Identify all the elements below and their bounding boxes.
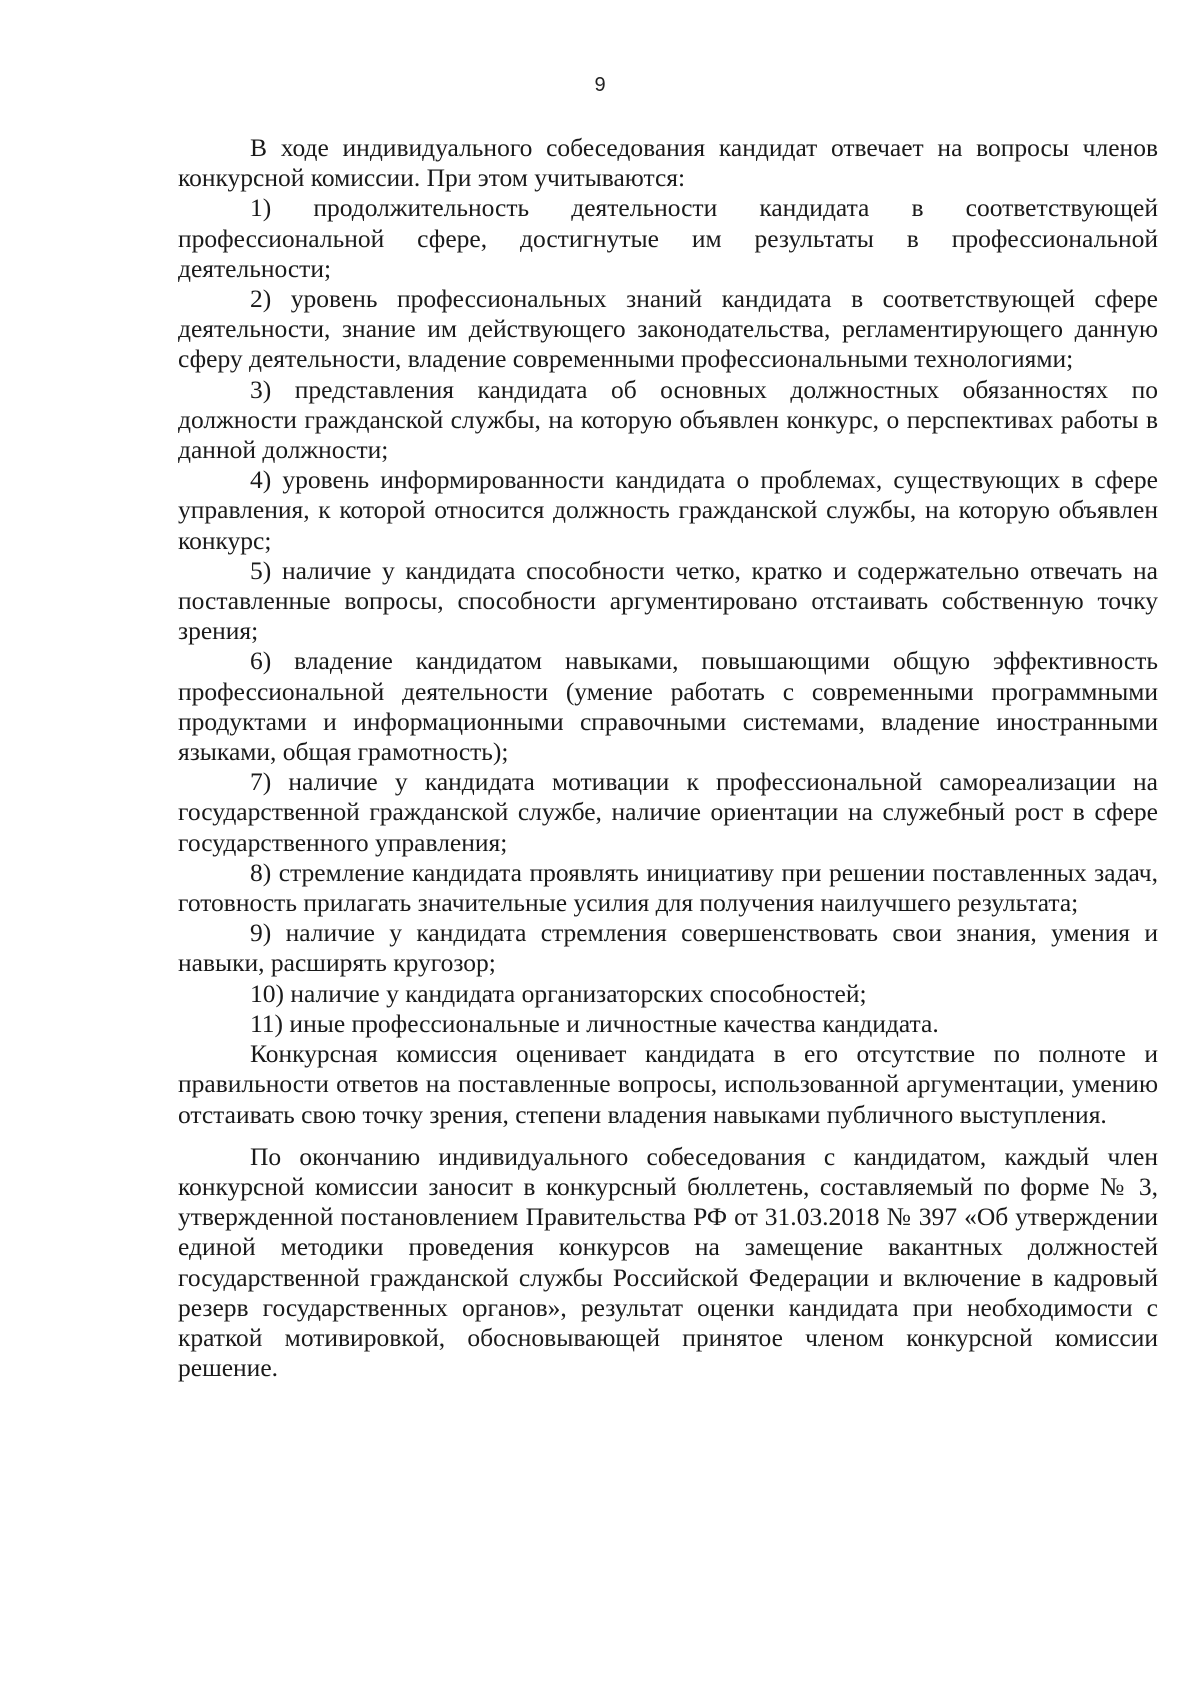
- criterion-7-paragraph: 7) наличие у кандидата мотивации к профессиональной самореализации на государственной гражданской службе, наличие ориентации на служебный рост в сфере государственного управления;: [178, 767, 1158, 857]
- ballot-paragraph: По окончанию индивидуального собеседования с кандидатом, каждый член конкурсной комиссии заносит в конкурсный бюллетень, составляемый по форме № 3, утвержденной постановлением Правительства РФ от 31.03.2018 № 397 «Об утверждении единой методики проведения конкурсов на замещение вакантных должностей государственной гражданской службы Российской Федерации и включение в кадровый резерв государственных органов», результат оценки кандидата при необходимости с краткой мотивировкой, обосновывающей принятое членом конкурсной комиссии решение.: [178, 1141, 1158, 1383]
- criterion-9-paragraph: 9) наличие у кандидата стремления совершенствовать свои знания, умения и навыки, расширять кругозор;: [178, 918, 1158, 978]
- criterion-3-paragraph: 3) представления кандидата об основных должностных обязанностях по должности гражданской службы, на которую объявлен конкурс, о перспективах работы в данной должности;: [178, 374, 1158, 465]
- criterion-1-paragraph: 1) продолжительность деятельности кандидата в соответствующей профессиональной сфере, достигнутые им результаты в профессиональной деятельности;: [178, 193, 1158, 283]
- criterion-5-paragraph: 5) наличие у кандидата способности четко, кратко и содержательно отвечать на поставленные вопросы, способности аргументировано отстаивать собственную точку зрения;: [178, 555, 1158, 646]
- criterion-8-paragraph: 8) стремление кандидата проявлять инициативу при решении поставленных задач, готовность прилагать значительные усилия для получения наилучшего результата;: [178, 857, 1158, 918]
- criterion-10-paragraph: 10) наличие у кандидата организаторских способностей;: [250, 978, 867, 1008]
- intro-paragraph: В ходе индивидуального собеседования кандидат отвечает на вопросы членов конкурсной комиссии. При этом учитываются:: [178, 133, 1158, 193]
- document-body: [178, 133, 1158, 1383]
- criterion-2-paragraph: 2) уровень профессиональных знаний кандидата в соответствующей сфере деятельности, знание им действующего законодательства, регламентирующего данную сферу деятельности, владение современными профессиональными технологиями;: [178, 284, 1158, 374]
- page-number: 9: [594, 74, 606, 96]
- criterion-4-paragraph: 4) уровень информированности кандидата о проблемах, существующих в сфере управления, к которой относится должность гражданской службы, на которую объявлен конкурс;: [178, 465, 1158, 555]
- criterion-6-paragraph: 6) владение кандидатом навыками, повышающими общую эффективность профессиональной деятельности (умение работать с современными программными продуктами и информационными справочными системами, владение иностранными языками, общая грамотность);: [178, 646, 1158, 767]
- evaluation-paragraph: Конкурсная комиссия оценивает кандидата в его отсутствие по полноте и правильности ответов на поставленные вопросы, использованной аргументации, умению отстаивать свою точку зрения, степени владения навыками публичного выступления.: [178, 1039, 1158, 1129]
- criterion-11-paragraph: 11) иные профессиональные и личностные качества кандидата.: [250, 1008, 939, 1038]
